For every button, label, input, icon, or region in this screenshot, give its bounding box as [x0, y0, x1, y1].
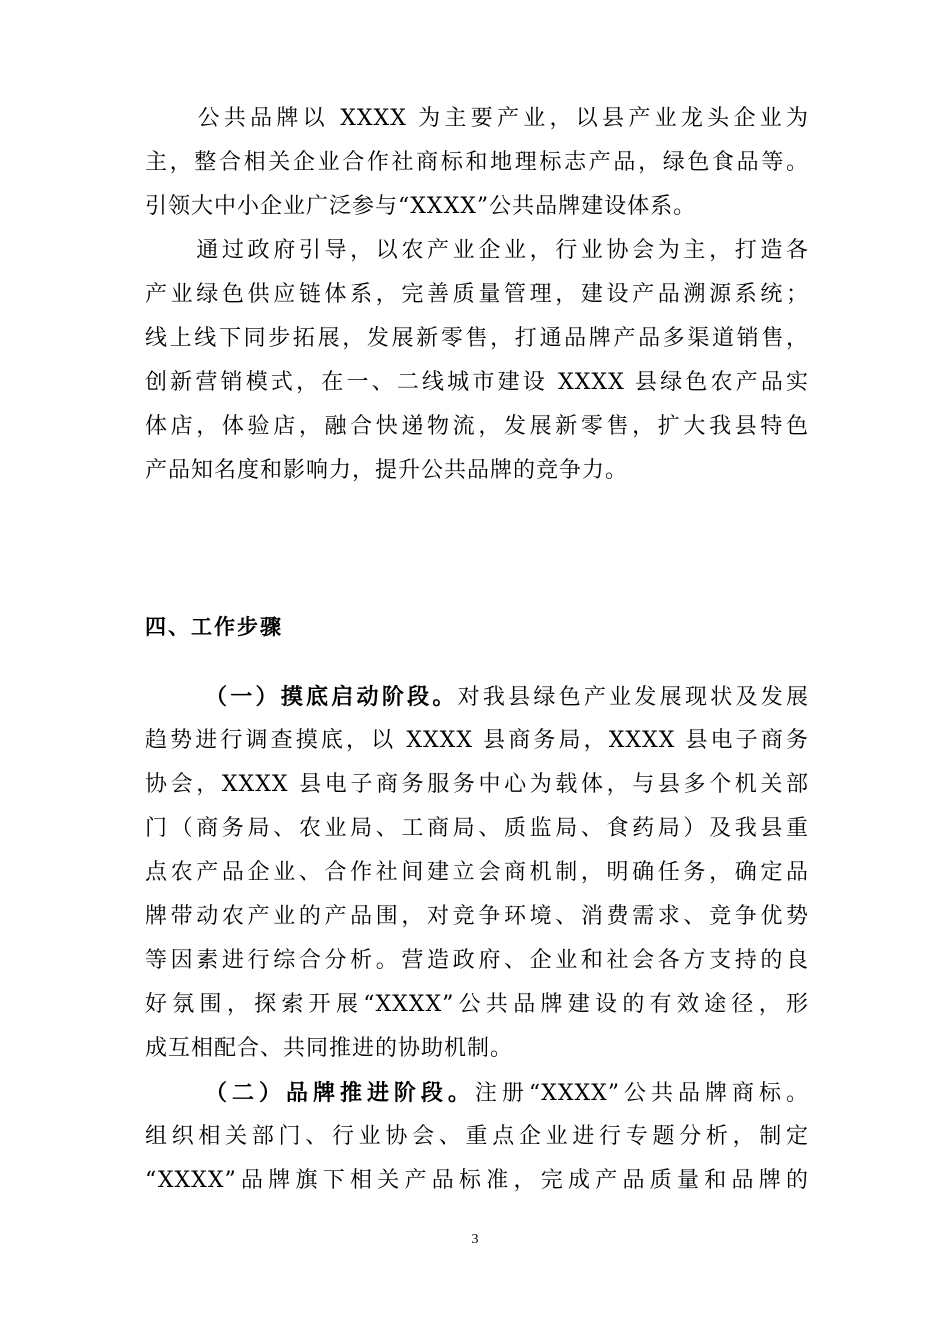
paragraph-2-line-3: 线上线下同步拓展，发展新零售，打通品牌产品多渠道销售， [145, 326, 809, 351]
paragraph-2-line-2: 产业绿色供应链体系，完善质量管理，建设产品溯源系统； [145, 282, 809, 307]
section-1-line-7: 好氛围，探索开展“XXXX”公共品牌建设的有效途径，形 [145, 992, 809, 1017]
paragraph-2-line-4: 创新营销模式，在一、二线城市建设 XXXX 县绿色农产品实 [145, 370, 809, 395]
section-1-line-4: 点农产品企业、合作社间建立会商机制，明确任务，确定品 [145, 860, 809, 885]
section-1-line-6: 等因素进行综合分析。营造政府、企业和社会各方支持的良 [145, 948, 809, 973]
section-1-line-8: 成互相配合、共同推进的协助机制。 [145, 1036, 514, 1061]
section-1-line-5: 牌带动农产业的产品围，对竞争环境、消费需求、竞争优势 [145, 904, 809, 929]
section-2-lead: （二）品牌推进阶段。 [205, 1080, 475, 1106]
paragraph-1-line-1: 公共品牌以 XXXX 为主要产业，以县产业龙头企业为 [145, 106, 809, 131]
section-2-line-2: “XXXX”品牌旗下相关产品标准，完成产品质量和品牌的 [145, 1168, 809, 1193]
section-heading: 四、工作步骤 [145, 614, 283, 639]
paragraph-2-line-1: 通过政府引导，以农产业企业，行业协会为主，打造各 [145, 238, 809, 263]
section-1-line-3: 门（商务局、农业局、工商局、质监局、食药局）及我县重 [145, 816, 809, 841]
section-1-first-line [205, 675, 809, 719]
paragraph-2-line-5: 体店，体验店，融合快递物流，发展新零售，扩大我县特色 [145, 414, 809, 439]
section-2-first-line [205, 1071, 809, 1115]
paragraph-2-line-6: 产品知名度和影响力，提升公共品牌的竞争力。 [145, 458, 629, 483]
paragraph-1-line-2: 主，整合相关企业合作社商标和地理标志产品，绿色食品等。 [145, 150, 809, 175]
section-2-first-rest: 注册“XXXX”公共品牌商标。 [474, 1081, 809, 1106]
section-1-line-2: 协会，XXXX 县电子商务服务中心为载体，与县多个机关部 [145, 772, 809, 797]
page-number: 3 [471, 1232, 479, 1247]
section-1-first-rest: 对我县绿色产业发展现状及发展 [457, 685, 809, 710]
section-1-line-1: 趋势进行调查摸底，以 XXXX 县商务局，XXXX 县电子商务 [145, 728, 809, 753]
paragraph-1-line-3: 引领大中小企业广泛参与“XXXX”公共品牌建设体系。 [145, 194, 697, 219]
section-1-lead: （一）摸底启动阶段。 [205, 684, 458, 710]
section-2-line-1: 组织相关部门、行业协会、重点企业进行专题分析，制定 [145, 1124, 809, 1149]
